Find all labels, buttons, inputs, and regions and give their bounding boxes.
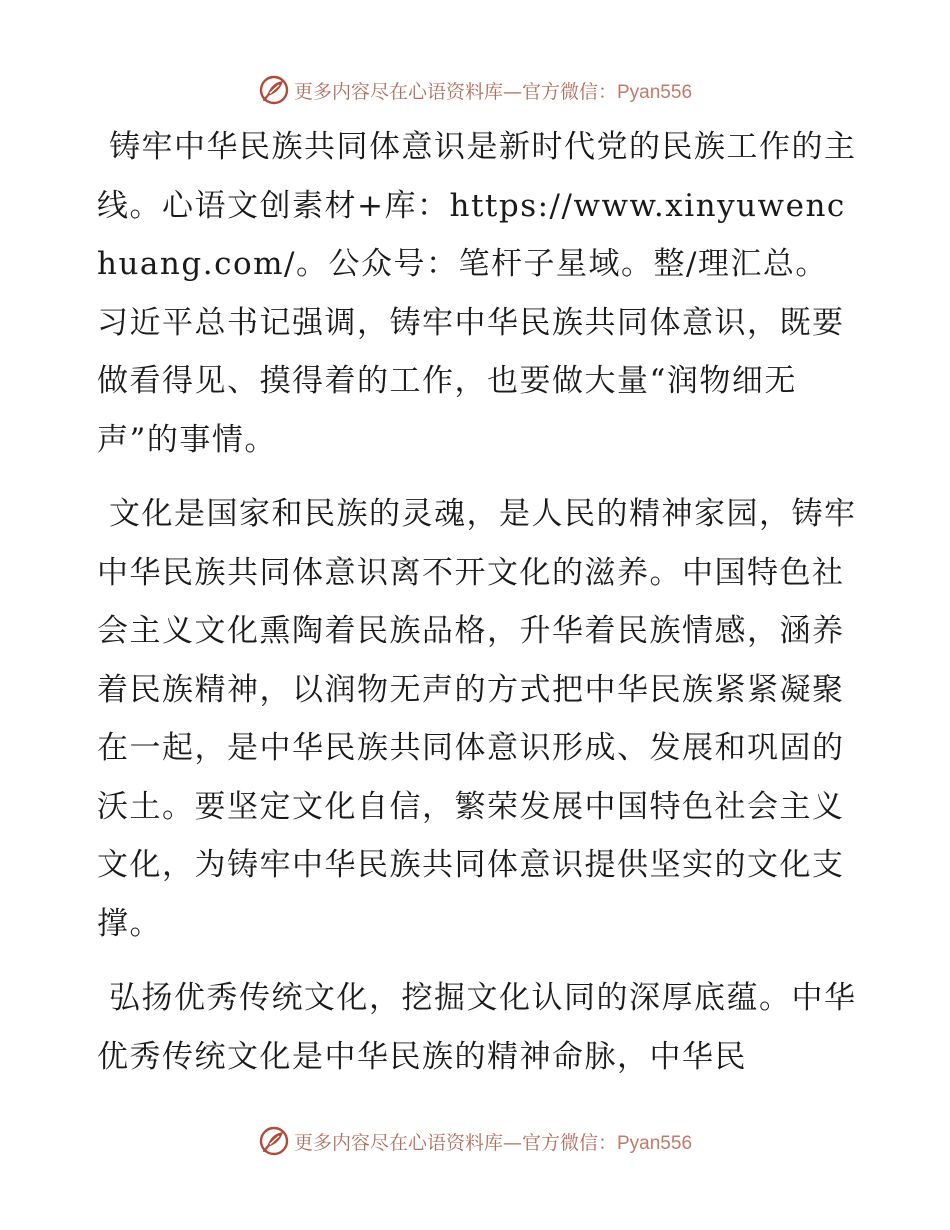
footer-banner: [0, 1121, 950, 1161]
wechat-id: Pyan556: [617, 1132, 693, 1154]
header-banner: [0, 70, 950, 110]
footer-banner-text: 更多内容尽在心语资料库—官方微信：Pyan556: [293, 1131, 693, 1154]
paragraph-2: 文化是国家和民族的灵魂，是人民的精神家园，铸牢中华民族共同体意识离不开文化的滋养。中国特色社会主义文化熏陶着民族品格，升华着民族情感，涵养着民族精神，以润物无声的方式把中华民族紧紧凝聚在一起，是中华民族共同体意识形成、发展和巩固的沃土。要坚定文化自信，繁荣发展中国特色社会主义文化，为铸牢中华民族共同体意识提供坚实的文化支撑。: [97, 496, 857, 942]
header-banner-text: 更多内容尽在心语资料库—官方微信：Pyan556: [293, 80, 693, 103]
leaf-logo-icon: [258, 74, 290, 106]
document-body: [97, 118, 857, 1102]
wechat-id: Pyan556: [617, 81, 693, 103]
leaf-logo-icon: [258, 1125, 290, 1157]
paragraph-1: 铸牢中华民族共同体意识是新时代党的民族工作的主线。心语文创素材+库：https://www.xinyuwenchuang.com/。公众号：笔杆子星域。整/理汇总。习近平总书记强调，铸牢中华民族共同体意识，既要做看得见、摸得着的工作，也要做大量“润物细无声”的事情。: [97, 129, 857, 458]
paragraph-3: 弘扬优秀传统文化，挖掘文化认同的深厚底蕴。中华优秀传统文化是中华民族的精神命脉，中华民: [97, 980, 857, 1075]
